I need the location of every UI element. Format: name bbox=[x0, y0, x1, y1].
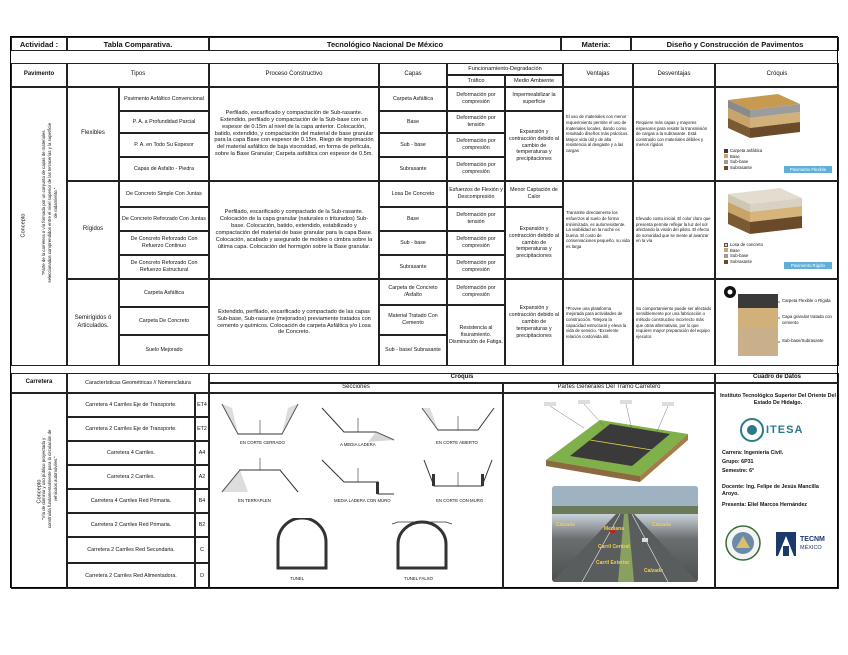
semirigid-legend-3: Sub-base/Subrasante bbox=[782, 338, 824, 343]
semirigidos-desventajas: Su comportamiento puede ser afectado sensiblemente por una fabricación o método constructivo incorrecto más que otras alternativas, por lo que requiere mayor preparación del equipo ejecutor. bbox=[633, 279, 715, 366]
carretera-row-name: Carretera 4 Carriles. bbox=[67, 441, 195, 465]
institution-title: Tecnológico Nacional De México bbox=[209, 37, 561, 51]
tecnm-logo bbox=[774, 530, 836, 558]
carretera-row-name: Carretera 2 Carriles Red Alimentadora. bbox=[67, 563, 195, 589]
section-media-ladera-muro bbox=[318, 456, 398, 500]
semirigid-pavement-layers-illustration bbox=[720, 284, 780, 362]
rigidos-trafico-2: Deformación por tensión bbox=[447, 207, 505, 231]
carretera-row-name: Carretera 2 Carriles Red Secundaria. bbox=[67, 537, 195, 563]
docente-text: Docente: Ing. Felipe de Jesús Mancilla Aroyo. bbox=[722, 484, 819, 497]
col-capas: Capas bbox=[379, 63, 447, 87]
col-trafico: Tráfico bbox=[447, 75, 505, 87]
carretera-rows bbox=[67, 393, 209, 589]
section-label: A MEDIA LADERA bbox=[340, 442, 376, 447]
comparison-sheet bbox=[10, 36, 838, 588]
carretera-row-code: B4 bbox=[195, 489, 209, 513]
road-cross-section-3d bbox=[540, 400, 690, 482]
carretera-row-name: Carretera 4 Carriles Eje de Transporte. bbox=[67, 393, 195, 417]
rigidos-ventajas: Transmite directamente los esfuerzos al suelo de forma minimizada, es autorresistente. La visibilidad en la noche es buena. El costo de conservaciones pequeño, su vida es larga bbox=[563, 181, 633, 279]
flexibles-medio-1: Impermeabilizar la superficie bbox=[505, 87, 563, 111]
carretera-row-code: ET4 bbox=[195, 393, 209, 417]
rigidos-capa-1: Losa De Concreto bbox=[379, 181, 447, 207]
semirigidos-label: Semirígidos ó Articulados. bbox=[67, 279, 119, 366]
itesa-logo bbox=[738, 416, 818, 444]
semirigidos-trafico-1: Deformación por compresión bbox=[447, 279, 505, 305]
legend-label: Base bbox=[730, 247, 740, 253]
col-ventajas: Ventajas bbox=[563, 63, 633, 87]
semirigidos-capa-2: Material Tratado Con Cemento bbox=[379, 305, 447, 335]
section-media-ladera bbox=[318, 404, 398, 444]
semirigidos-medio: Expansión y contracción debido al cambio de temperaturas y precipitaciones bbox=[505, 279, 563, 366]
col-medio-ambiente: Medio Ambiente bbox=[505, 75, 563, 87]
rigidos-proceso: Perfilado, escarificado y compactado de la Sub-rasante. Colocación de la capa granular (naturales o triturados) Sub-base. Colocación, batido, extendido, estabilizado y compactación del material de base granular para la capa Base. Colocación, acabado y asegurado de moldes o cimbra sobre la última capa. Colocación del hormigón sobre la Base granular. bbox=[209, 181, 379, 279]
carretera-croquis-header: Cróquis bbox=[209, 373, 715, 383]
carretera-concepto-3: vehículos automóviles." bbox=[53, 456, 59, 502]
legend-label: Sub-base bbox=[730, 253, 749, 259]
flexible-legend bbox=[724, 148, 784, 170]
flexibles-tipo-4: Capas de Asfalto - Piedra bbox=[119, 157, 209, 181]
rigid-caption: Pavimento Rígido bbox=[784, 262, 832, 269]
legend-label: Carpeta asfáltica bbox=[730, 148, 763, 153]
col-funcionamiento: Funcionamiento-Degradación bbox=[447, 63, 563, 75]
semirigidos-trafico-2: Resistencia al fisuramiento. Disminución de Fatiga. bbox=[447, 305, 505, 366]
rigidos-trafico-4: Deformación por compresión bbox=[447, 255, 505, 279]
rigid-legend bbox=[724, 242, 784, 264]
photo-label-carril-exterior: Carril Exterior bbox=[596, 560, 630, 566]
semirigidos-ventajas: *Provee una plataforma mejorada para actividades de construcción. *Mejora la capacidad estructural y eleva la vida de servicio. *Excelente relación costo/vida útil. bbox=[563, 279, 633, 366]
carretera-row-code: B2 bbox=[195, 513, 209, 537]
carretera-concept-cell bbox=[11, 393, 67, 589]
flexibles-tipo-2: P. A. a Profundidad Parcial bbox=[119, 111, 209, 133]
rigidos-croquis bbox=[715, 181, 839, 279]
secciones-header: Secciones bbox=[209, 383, 503, 393]
carretera-row-code: A4 bbox=[195, 441, 209, 465]
legend-label: Sub-base bbox=[730, 159, 749, 165]
legend-label: Base bbox=[730, 153, 740, 159]
section-label: TUNEL bbox=[290, 576, 305, 581]
carretera-row-code: ET2 bbox=[195, 417, 209, 441]
rigidos-medio-1: Menor Captación de Calor bbox=[505, 181, 563, 207]
actividad-value: Tabla Comparativa. bbox=[67, 37, 209, 51]
legend-row bbox=[724, 259, 784, 265]
flexibles-label: Flexibles bbox=[67, 87, 119, 181]
semestre-text: Semestre: 6° bbox=[722, 468, 755, 474]
rigidos-trafico-1: Esfuerzos de Flexión y Descompresión bbox=[447, 181, 505, 207]
grupo-text: Grupo: 6P31 bbox=[722, 459, 754, 465]
carretera-row-code: C bbox=[195, 537, 209, 563]
rigidos-capa-2: Base bbox=[379, 207, 447, 231]
section-label: MEDIA LADERA CON MURO bbox=[334, 498, 391, 503]
semirigidos-tipo-3: Suelo Mejorado bbox=[119, 335, 209, 366]
actividad-label: Actividad : bbox=[11, 37, 67, 51]
section-tunel bbox=[272, 518, 332, 574]
flexibles-trafico-4: Deformación por compresión bbox=[447, 157, 505, 181]
col-desventajas: Desventajas bbox=[633, 63, 715, 87]
section-label: EN CORTE ABIERTO bbox=[436, 440, 478, 445]
photo-label-calzada: Calzada bbox=[556, 522, 575, 528]
carretera-concepto-1: "Vía de dominio y uso público proyectada y bbox=[41, 437, 47, 520]
flexibles-capa-1: Carpeta Asfáltica bbox=[379, 87, 447, 111]
rigidos-trafico-3: Deformación por compresión bbox=[447, 231, 505, 255]
rigidos-tipo-1: De Concreto Simple Con Juntas bbox=[119, 181, 209, 207]
secciones-panel bbox=[209, 393, 503, 589]
flexibles-tipo-1: Pavimento Asfáltico Convencional bbox=[119, 87, 209, 111]
semirigidos-tipo-2: Carpeta De Concreto bbox=[119, 307, 209, 335]
photo-label-mediana: Mediana bbox=[604, 526, 625, 532]
partes-panel bbox=[503, 393, 715, 589]
carretera-concepto-2: construida fundamentalmente para la circulación de bbox=[47, 429, 53, 529]
carretera-row-name: Carretera 2 Carriles. bbox=[67, 465, 195, 489]
flexibles-trafico-3: Deformación por compresión bbox=[447, 133, 505, 157]
semirigidos-capa-3: Sub - base/ Subrasante bbox=[379, 335, 447, 366]
rigidos-tipo-4: De Concreto Reforzado Con Refuerzo Estructural bbox=[119, 255, 209, 279]
itesa-logo-text: ITESA bbox=[766, 424, 804, 436]
col-tipos: Tipos bbox=[67, 63, 209, 87]
flexibles-desventajas: Requiere más capas y mayores espesores para resistir la transmisión de cargas a la subrasante. Está construido con materiales débiles y menos rígidos bbox=[633, 87, 715, 181]
semirigidos-capa-1: Carpeta de Concreto /Asfalto bbox=[379, 279, 447, 305]
section-terraplen bbox=[220, 456, 300, 500]
rigid-pavement-block-illustration bbox=[722, 186, 806, 242]
highway-photo-drawing bbox=[552, 486, 698, 582]
partes-header: Partes Generales Del Tramo Carretero bbox=[503, 383, 715, 393]
flexibles-medio-2: Expansión y contracción debido al cambio de temperaturas y precipitaciones bbox=[505, 111, 563, 181]
semirigid-legend-1: Carpeta Flexible o Rígida bbox=[782, 298, 831, 303]
semirigidos-croquis bbox=[715, 279, 839, 366]
photo-label-calzada: Calzada bbox=[652, 522, 671, 528]
carretera-label: Carretera bbox=[11, 373, 67, 393]
section-label: EN CORTE CON MURO bbox=[436, 498, 484, 503]
flexible-pavement-block-illustration bbox=[722, 92, 802, 146]
flexibles-capa-3: Sub - base bbox=[379, 133, 447, 157]
legend-label: Losa de concreto bbox=[730, 242, 763, 247]
flexibles-trafico-1: Deformación por compresión bbox=[447, 87, 505, 111]
section-label: EN TERRAPLEN bbox=[238, 498, 271, 503]
section-tunel-falso bbox=[390, 518, 454, 574]
rigidos-medio-2: Expansión y contracción debido al cambio de temperaturas y precipitaciones bbox=[505, 207, 563, 279]
carretera-concepto-label: Concepto bbox=[36, 479, 43, 504]
materia-value: Diseño y Construcción de Pavimentos bbox=[631, 37, 839, 51]
caracteristicas-header: Características Geométricas // Nomenclatura bbox=[67, 373, 209, 393]
legend-row bbox=[724, 165, 784, 171]
carretera-row-code: D bbox=[195, 563, 209, 589]
institute-name: Instituto Tecnológico Superior Del Oriente Del Estado De Hidalgo. bbox=[720, 393, 836, 406]
photo-label-calzada: Calzada bbox=[644, 568, 663, 574]
institution-seal bbox=[724, 524, 762, 562]
seal-graphic bbox=[724, 524, 762, 562]
flexibles-ventajas: El uso de materiales con menor requerimiento permite el uso de materiales locales, dando como resultado diseños más prácticos. Mayor vida útil y de alta resistencia al desgaste y a las cargas bbox=[563, 87, 633, 181]
cuadro-datos-header: Cuadro de Datos bbox=[715, 373, 839, 383]
rigidos-tipo-3: De Concreto Reforzado Con Refuerzo Continuo bbox=[119, 231, 209, 255]
section-corte-muro bbox=[420, 456, 496, 500]
concepto-text-1: "Parte de la carretera o vía formada por un conjunto de capas de materiales bbox=[41, 130, 47, 276]
carretera-row-code: A2 bbox=[195, 465, 209, 489]
carrera-text: Carrera: Ingeniería Civil. bbox=[722, 450, 784, 456]
flexibles-trafico-2: Deformación por tensión bbox=[447, 111, 505, 133]
semirigidos-proceso: Extendido, perfilado, escarificado y compactado de las capas Sub-base, Sub-rasante (mejorados) previamente tratados con cemento y químicos. Colocación de carpeta Asfáltica y/o Losa de Concreto. bbox=[209, 279, 379, 366]
section-label: TUNEL FALSO bbox=[404, 576, 433, 581]
flexibles-capa-2: Base bbox=[379, 111, 447, 133]
materia-label: Materia: bbox=[561, 37, 631, 51]
tecnm-logo-mark bbox=[774, 530, 798, 558]
flexibles-croquis bbox=[715, 87, 839, 181]
rigidos-tipo-2: De Concreto Reforzado Con Juntas bbox=[119, 207, 209, 231]
flexibles-proceso: Perfilado, escarificado y compactación de Sub-rasante. Extendido, perfilado y compactación de la Sub-base con un espesor de 0.15m al nivel de la capa anterior. Colocación, batido, extendido, y compactación del material de base granular para la capa Base con espesor de 0.15m. Riego de imprimación del material asfáltico de baja viscosidad, en forma de película, sobre la Base Granular; Carpeta asfáltica con espesor de 0.5m. bbox=[209, 87, 379, 181]
rigidos-capa-3: Sub - base bbox=[379, 231, 447, 255]
concepto-label: Concepto bbox=[20, 213, 27, 238]
flexibles-capa-4: Subrasante bbox=[379, 157, 447, 181]
col-proceso: Proceso Constructivo bbox=[209, 63, 379, 87]
rigidos-label: Rígidos bbox=[67, 181, 119, 279]
mexico-text: MÉXICO bbox=[800, 545, 822, 551]
concepto-text-2: seleccionados comprendidos entre el nivel superior de las terracerías y la superficie bbox=[47, 123, 53, 283]
rigidos-capa-4: Subrasante bbox=[379, 255, 447, 279]
col-croquis: Cróquis bbox=[715, 63, 839, 87]
section-label: EN CORTE CERRADO bbox=[240, 440, 285, 445]
semirigidos-tipo-1: Carpeta Asfáltica bbox=[119, 279, 209, 307]
semirigid-legend-2: Capa granular tratada con cemento bbox=[782, 314, 832, 325]
pavimento-concept-cell bbox=[11, 87, 67, 366]
flexibles-tipo-3: P. A. en Todo Su Espesor bbox=[119, 133, 209, 157]
carretera-row-name: Carretera 2 Carriles Eje de Transporte. bbox=[67, 417, 195, 441]
carretera-row-name: Carretera 2 Carriles Red Primaria. bbox=[67, 513, 195, 537]
carretera-row-name: Carretera 4 Carriles Red Primaria. bbox=[67, 489, 195, 513]
tecnm-text: TECNM bbox=[800, 536, 825, 543]
section-corte-abierto bbox=[420, 402, 496, 442]
legend-label: Subrasante bbox=[730, 258, 752, 264]
cuadro-datos-panel bbox=[715, 383, 839, 589]
col-pavimento: Pavimento bbox=[11, 63, 67, 87]
photo-label-carril-central: Carril Central bbox=[598, 544, 630, 550]
presenta-text: Presenta: Eliel Marcos Hernández bbox=[722, 502, 808, 508]
legend-label: Subrasante bbox=[730, 164, 752, 170]
rigidos-desventajas: Elevado costo inicial. El color claro que presenta permite reflejar la luz del sol afectando la visión del piloto. El efecto de sonoridad que se siente al avanzar en la vía bbox=[633, 181, 715, 279]
concepto-text-3: de rodamiento." bbox=[53, 187, 59, 218]
highway-photo bbox=[552, 486, 698, 582]
flexible-caption: Pavimento Flexible bbox=[784, 166, 832, 173]
